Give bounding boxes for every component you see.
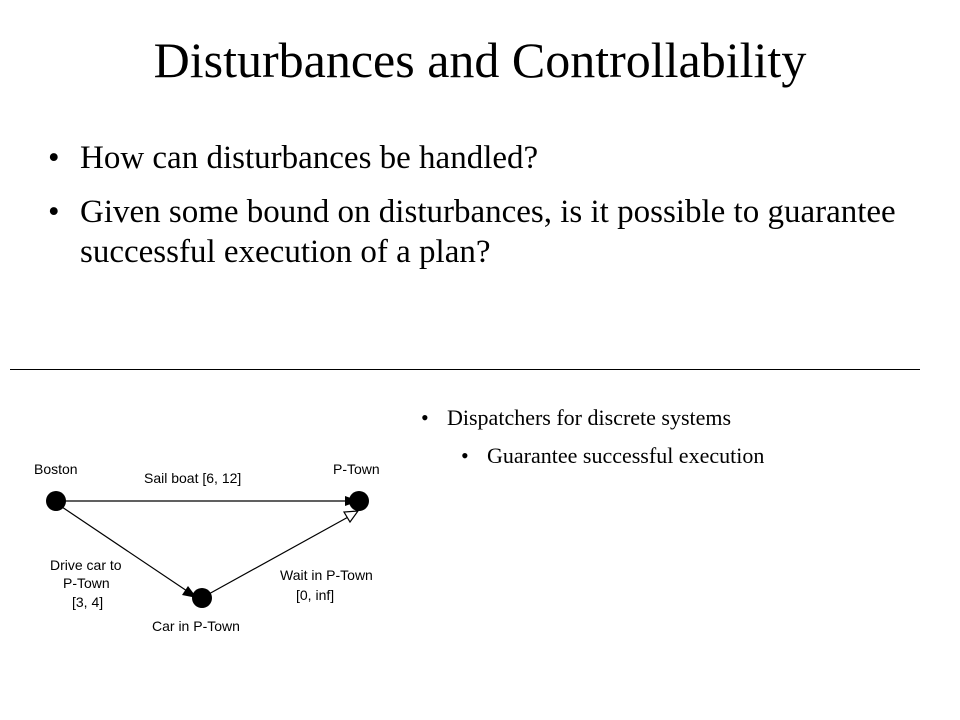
sub-bullet-item bbox=[461, 442, 764, 470]
edge-wait bbox=[207, 516, 350, 595]
bullet-icon: • bbox=[421, 405, 429, 430]
arrowhead-wait bbox=[344, 511, 358, 522]
bullet-text: How can disturbances be handled? bbox=[80, 140, 539, 176]
node-label-car: Car in P-Town bbox=[152, 618, 240, 634]
edge-label-drive: [3, 4] bbox=[72, 594, 104, 610]
sub-bullet-text: Guarantee successful execution bbox=[487, 443, 765, 468]
bullet-text: Given some bound on disturbances, is it possible to guarantee successful execution of a plan? bbox=[80, 194, 896, 270]
bullet-icon: • bbox=[48, 140, 60, 176]
node-ptown bbox=[349, 491, 369, 511]
sub-bullet-list bbox=[421, 404, 764, 470]
slide-title: Disturbances and Controllability bbox=[153, 32, 807, 88]
bullet-item bbox=[48, 192, 908, 272]
node-car bbox=[192, 588, 212, 608]
divider-line bbox=[10, 369, 920, 370]
edge-label-wait: Wait in P-Town bbox=[280, 567, 373, 583]
edge-label-drive: Drive car to bbox=[50, 557, 122, 573]
edge-label-sailboat: Sail boat [6, 12] bbox=[144, 470, 242, 486]
sub-bullet-item bbox=[421, 404, 764, 432]
node-label-ptown: P-Town bbox=[333, 461, 380, 477]
edge-label-wait: [0, inf] bbox=[296, 587, 335, 603]
bullet-item bbox=[48, 138, 908, 178]
plan-diagram bbox=[0, 440, 400, 640]
edge-label-drive: P-Town bbox=[63, 575, 110, 591]
node-label-boston: Boston bbox=[34, 461, 78, 477]
bullet-icon: • bbox=[461, 443, 469, 468]
bullet-icon: • bbox=[48, 194, 60, 230]
main-bullet-list bbox=[48, 138, 908, 286]
sub-bullet-text: Dispatchers for discrete systems bbox=[447, 405, 732, 430]
node-boston bbox=[46, 491, 66, 511]
